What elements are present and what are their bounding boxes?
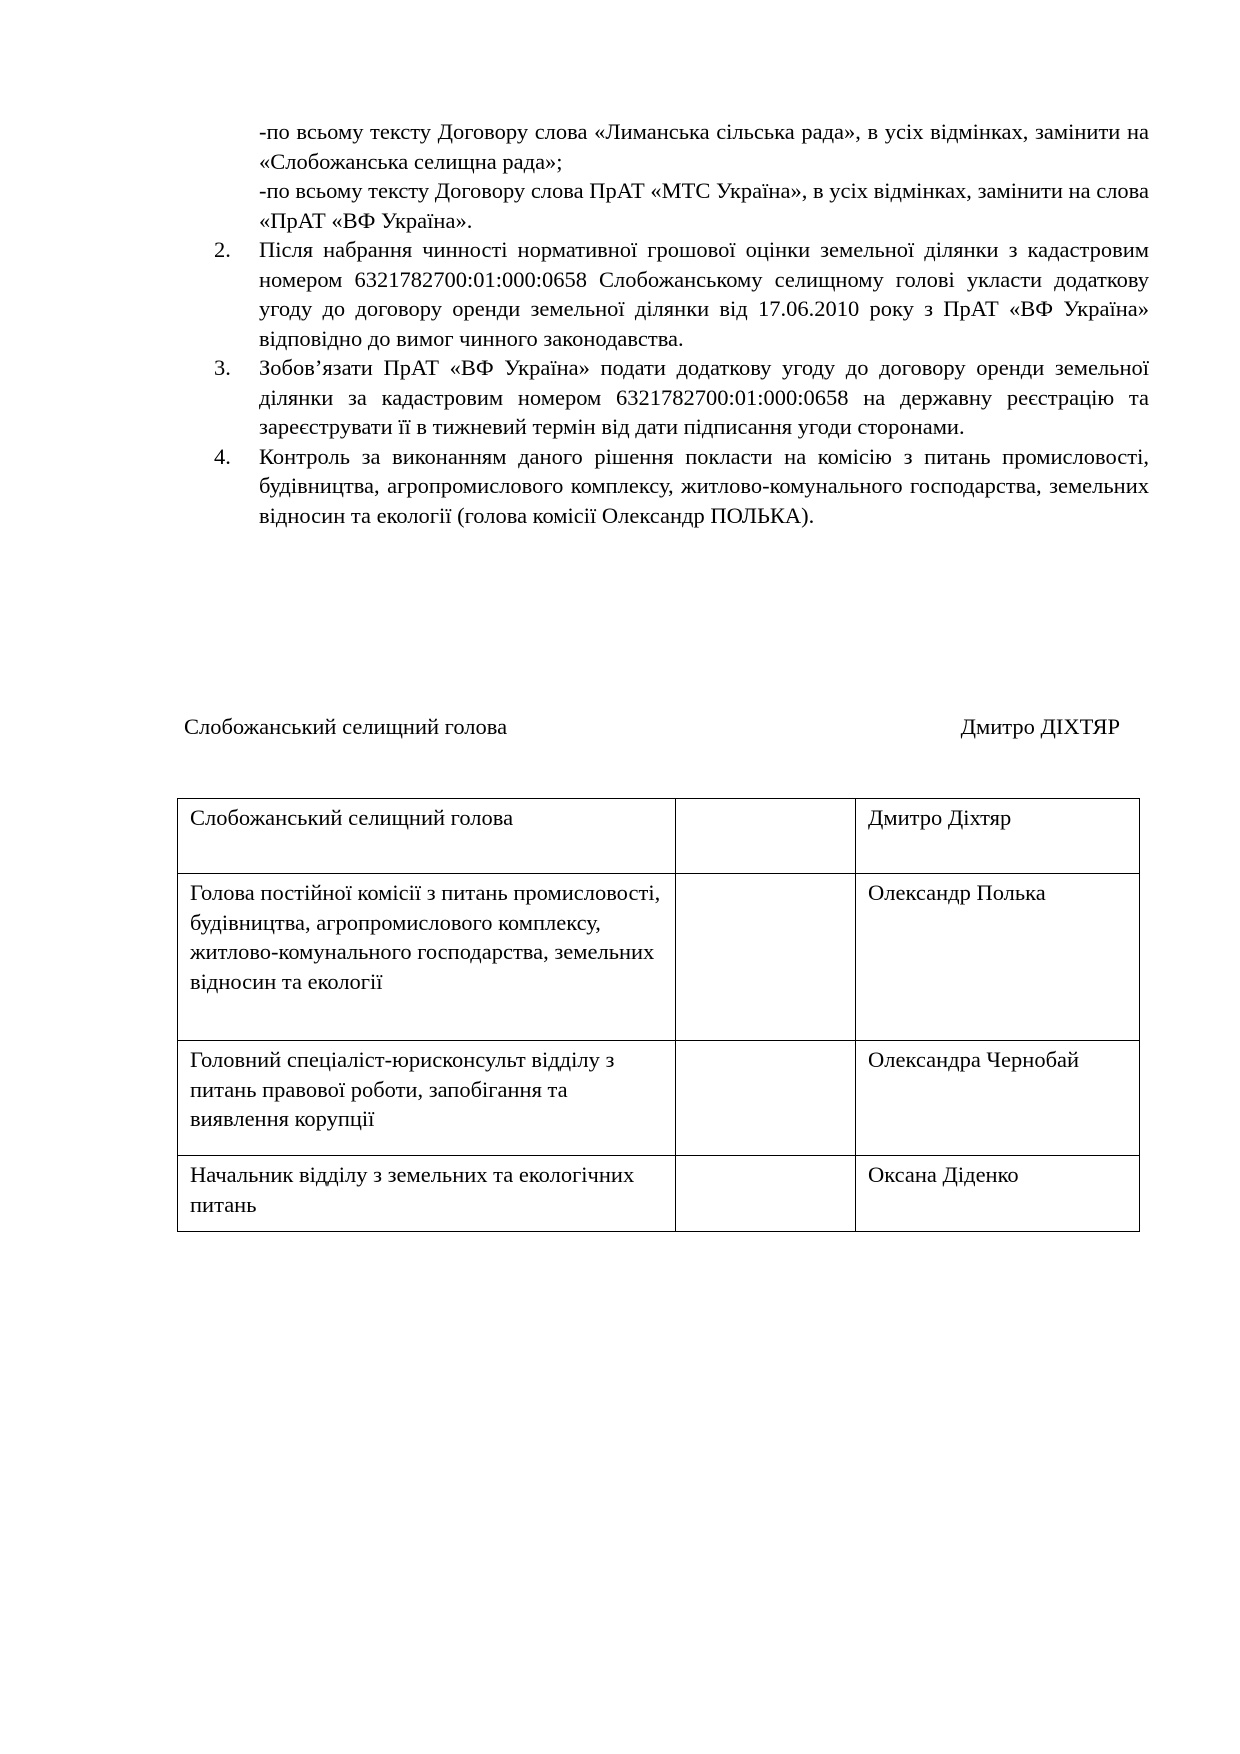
approver-signature	[676, 1156, 856, 1232]
signature-block	[184, 712, 1120, 742]
item-text: Зобов’язати ПрАТ «ВФ Україна» подати додаткову угоду до договору оренди земельної ділянки за кадастровим номером 6321782700:01:000:0658 на державну реєстрацію та зареєструвати її в тижневий термін від дати підписання угоди сторонами.	[259, 355, 1149, 439]
list-item	[214, 442, 1149, 531]
signature-name: Дмитро ДІХТЯР	[960, 714, 1120, 739]
approver-signature	[676, 1041, 856, 1156]
table-row	[178, 1156, 1140, 1232]
approver-name: Дмитро Діхтяр	[856, 799, 1140, 874]
list-item	[214, 353, 1149, 442]
decision-body	[214, 117, 1149, 530]
approver-position: Голова постійної комісії з питань промисловості, будівництва, агропромислового комплексу, житлово-комунального господарства, земельних відносин та екології	[178, 874, 676, 1041]
approver-signature	[676, 799, 856, 874]
amendment-line-1: -по всьому тексту Договору слова «Лиманська сільська рада», в усіх відмінках, замінити на «Слобожанська селищна рада»;	[259, 119, 1149, 174]
item-number: 3.	[214, 355, 231, 380]
approver-name: Олександр Полька	[856, 874, 1140, 1041]
item-number: 2.	[214, 237, 231, 262]
approval-table	[177, 798, 1140, 1232]
approver-position: Головний спеціаліст-юрисконсульт відділу з питань правової роботи, запобігання та виявлення корупції	[178, 1041, 676, 1156]
signature-title: Слобожанський селищний голова	[184, 714, 508, 739]
item-text: Контроль за виконанням даного рішення покласти на комісію з питань промисловості, будівництва, агропромислового комплексу, житлово-комунального господарства, земельних відносин та екології (голова комісії Олександр ПОЛЬКА).	[259, 443, 1149, 528]
item-number: 4.	[214, 443, 231, 469]
approver-signature	[676, 874, 856, 1041]
approver-position: Слобожанський селищний голова	[178, 799, 676, 874]
decision-items	[214, 235, 1149, 530]
table-row	[178, 799, 1140, 874]
item-text: Після набрання чинності нормативної грошової оцінки земельної ділянки з кадастровим номером 6321782700:01:000:0658 Слобожанському селищному голові укласти додаткову угоду до договору оренди земельної ділянки від 17.06.2010 року з ПрАТ «ВФ Україна» відповідно до вимог чинного законодавства.	[259, 237, 1149, 351]
list-item	[214, 235, 1149, 353]
table-row	[178, 1041, 1140, 1156]
amendment-line-2: -по всьому тексту Договору слова ПрАТ «МТС Україна», в усіх відмінках, замінити на слова «ПрАТ «ВФ Україна».	[259, 178, 1149, 233]
table-row	[178, 874, 1140, 1041]
approver-name: Олександра Чернобай	[856, 1041, 1140, 1156]
approver-position: Начальник відділу з земельних та екологічних питань	[178, 1156, 676, 1232]
approver-name: Оксана Діденко	[856, 1156, 1140, 1232]
